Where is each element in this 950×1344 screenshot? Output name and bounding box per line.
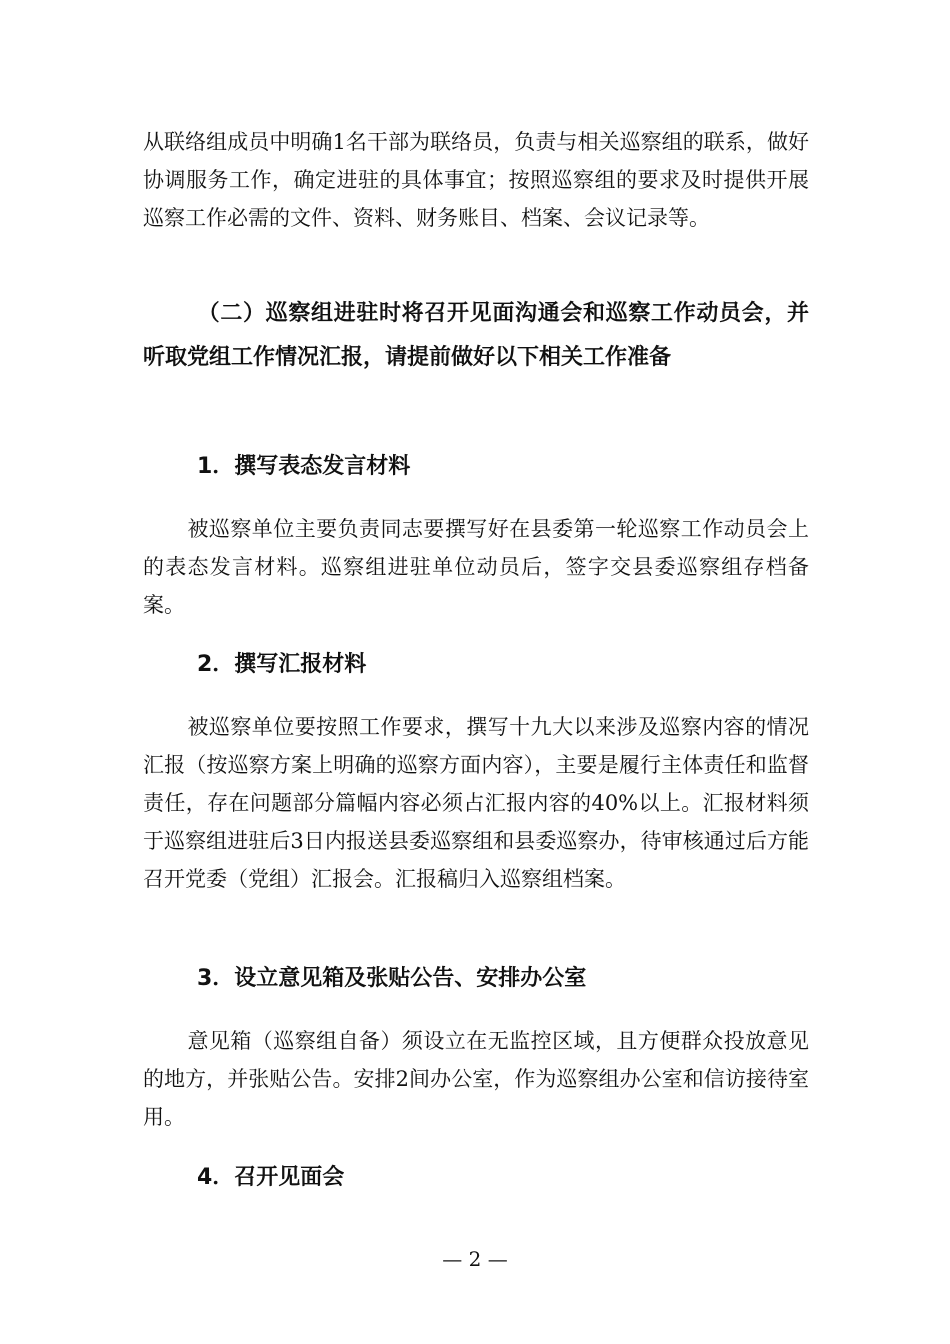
section-heading-text: （二）巡察组进驻时将召开见面沟通会和巡察工作动员会，并听取党组工作情况汇报，请提前做好以下相关工作准备 xyxy=(143,301,809,370)
paragraph-text: 意见箱（巡察组自备）须设立在无监控区域，且方便群众投放意见的地方，并张贴公告。安排2间办公室，作为巡察组办公室和信访接待室用。 xyxy=(143,1029,809,1129)
item-heading-3: 3．设立意见箱及张贴公告、安排办公室 xyxy=(197,966,587,991)
paragraph-liaison xyxy=(143,123,809,237)
paragraph-item-3 xyxy=(143,1022,809,1136)
item-heading-1: 1．撰写表态发言材料 xyxy=(197,454,411,479)
paragraph-text: 被巡察单位主要负责同志要撰写好在县委第一轮巡察工作动员会上的表态发言材料。巡察组进驻单位动员后，签字交县委巡察组存档备案。 xyxy=(143,517,809,617)
item-heading-4: 4．召开见面会 xyxy=(197,1165,345,1190)
section-heading-2 xyxy=(143,292,809,380)
paragraph-text: 被巡察单位要按照工作要求，撰写十九大以来涉及巡察内容的情况汇报（按巡察方案上明确的巡察方面内容），主要是履行主体责任和监督责任，存在问题部分篇幅内容必须占汇报内容的40%以上。汇报材料须于巡察组进驻后3日内报送县委巡察组和县委巡察办，待审核通过后方能召开党委（党组）汇报会。汇报稿归入巡察组档案。 xyxy=(143,715,809,891)
paragraph-item-1 xyxy=(143,510,809,624)
page-number: — 2 — xyxy=(442,1247,508,1271)
item-heading-2: 2．撰写汇报材料 xyxy=(197,652,367,677)
paragraph-text: 从联络组成员中明确1名干部为联络员，负责与相关巡察组的联系，做好协调服务工作，确定进驻的具体事宜；按照巡察组的要求及时提供开展巡察工作必需的文件、资料、财务账目、档案、会议记录等。 xyxy=(143,130,809,230)
paragraph-item-2 xyxy=(143,708,809,898)
